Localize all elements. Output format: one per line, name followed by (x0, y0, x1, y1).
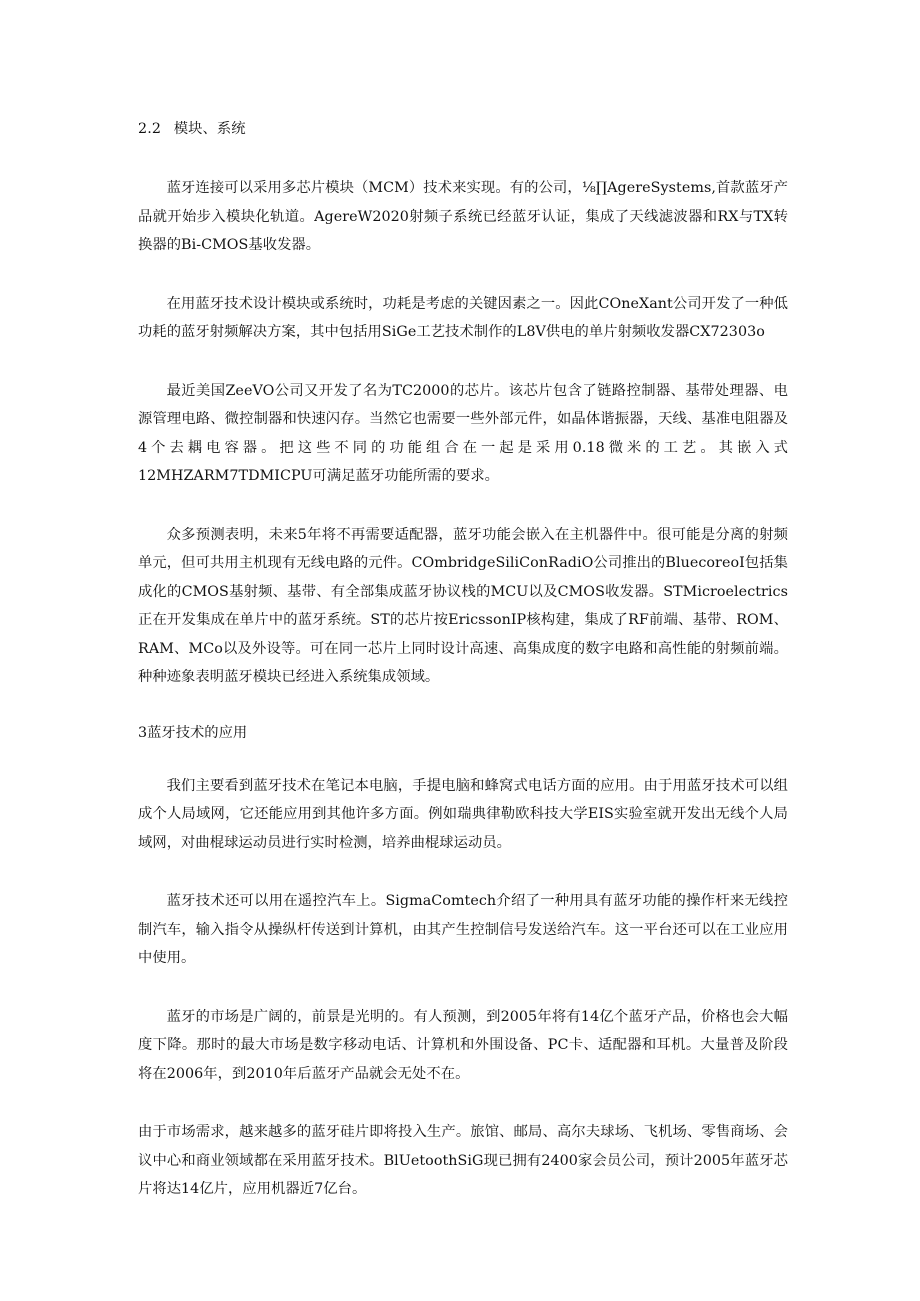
paragraph-production: 由于市场需求，越来越多的蓝牙硅片即将投入生产。旅馆、邮局、高尔夫球场、飞机场、零售商场、会议中心和商业领域都在采用蓝牙技术。BlUetoothSiG现已拥有2400家会员公司，预计2005年蓝牙芯片将达14亿片，应用机器近7亿台。 (138, 1124, 788, 1197)
section-title: 模块、系统 (173, 121, 246, 137)
section-heading-2-2 (138, 118, 788, 140)
section-heading-3: 3蓝牙技术的应用 (138, 724, 248, 741)
paragraph-zeevo: 最近美国ZeeVO公司又开发了名为TC2000的芯片。该芯片包含了链路控制器、基带处理器、电源管理电路、微控制器和快速闪存。当然它也需要一些外部元件，如晶体谐振器，天线、基准电阻器及4个去耦电容器。把这些不同的功能组合在一起是采用0.18微米的工艺。其嵌入式12MHZARM7TDMICPU可满足蓝牙功能所需的要求。 (138, 382, 788, 484)
paragraph-power: 在用蓝牙技术设计模块或系统时，功耗是考虑的关键因素之一。因此COneXant公司开发了一种低功耗的蓝牙射频解决方案，其中包括用SiGe工艺技术制作的L8V供电的单片射频收发器CX72303o (138, 295, 788, 340)
document-page (138, 108, 788, 1234)
paragraph-mcm: 蓝牙连接可以采用多芯片模块（MCM）技术来实现。有的公司，⅛∏AgereSystems,首款蓝牙产品就开始步入模块化轨道。AgereW2020射频子系统已经蓝牙认证，集成了天线滤波器和RX与TX转换器的Bi-CMOS基收发器。 (138, 180, 788, 253)
paragraph-market: 蓝牙的市场是广阔的，前景是光明的。有人预测，到2005年将有14亿个蓝牙产品，价格也会大幅度下降。那时的最大市场是数字移动电话、计算机和外围设备、PC卡、适配器和耳机。大量普及阶段将在2006年，到2010年后蓝牙产品就会无处不在。 (138, 1008, 788, 1082)
paragraph-applications: 我们主要看到蓝牙技术在笔记本电脑，手提电脑和蜂窝式电话方面的应用。由于用蓝牙技术可以组成个人局域网，它还能应用到其他许多方面。例如瑞典律勒欧科技大学EIS实验室就开发出无线个人局域网，对曲棍球运动员进行实时检测，培养曲棍球运动员。 (138, 777, 788, 851)
paragraph-forecast: 众多预测表明，未来5年将不再需要适配器，蓝牙功能会嵌入在主机器件中。很可能是分离的射频单元，但可共用主机现有无线电路的元件。COmbridgeSiliConRadiO公司推出的BluecoreoI包括集成化的CMOS基射频、基带、有全部集成蓝牙协议栈的MCU以及CMOS收发器。STMicroelectrics正在开发集成在单片中的蓝牙系统。ST的芯片按EricssonIP核构建，集成了RF前端、基带、ROM、RAM、MCo以及外设等。可在同一芯片上同时设计高速、高集成度的数字电路和高性能的射频前端。种种迹象表明蓝牙模块已经进入系统集成领域。 (138, 526, 788, 685)
paragraph-remote-car: 蓝牙技术还可以用在遥控汽车上。SigmaComtech介绍了一种用具有蓝牙功能的操作杆来无线控制汽车，输入指令从操纵杆传送到计算机，由其产生控制信号发送给汽车。这一平台还可以在工业应用中使用。 (138, 893, 788, 966)
section-number: 2.2 (138, 121, 162, 137)
